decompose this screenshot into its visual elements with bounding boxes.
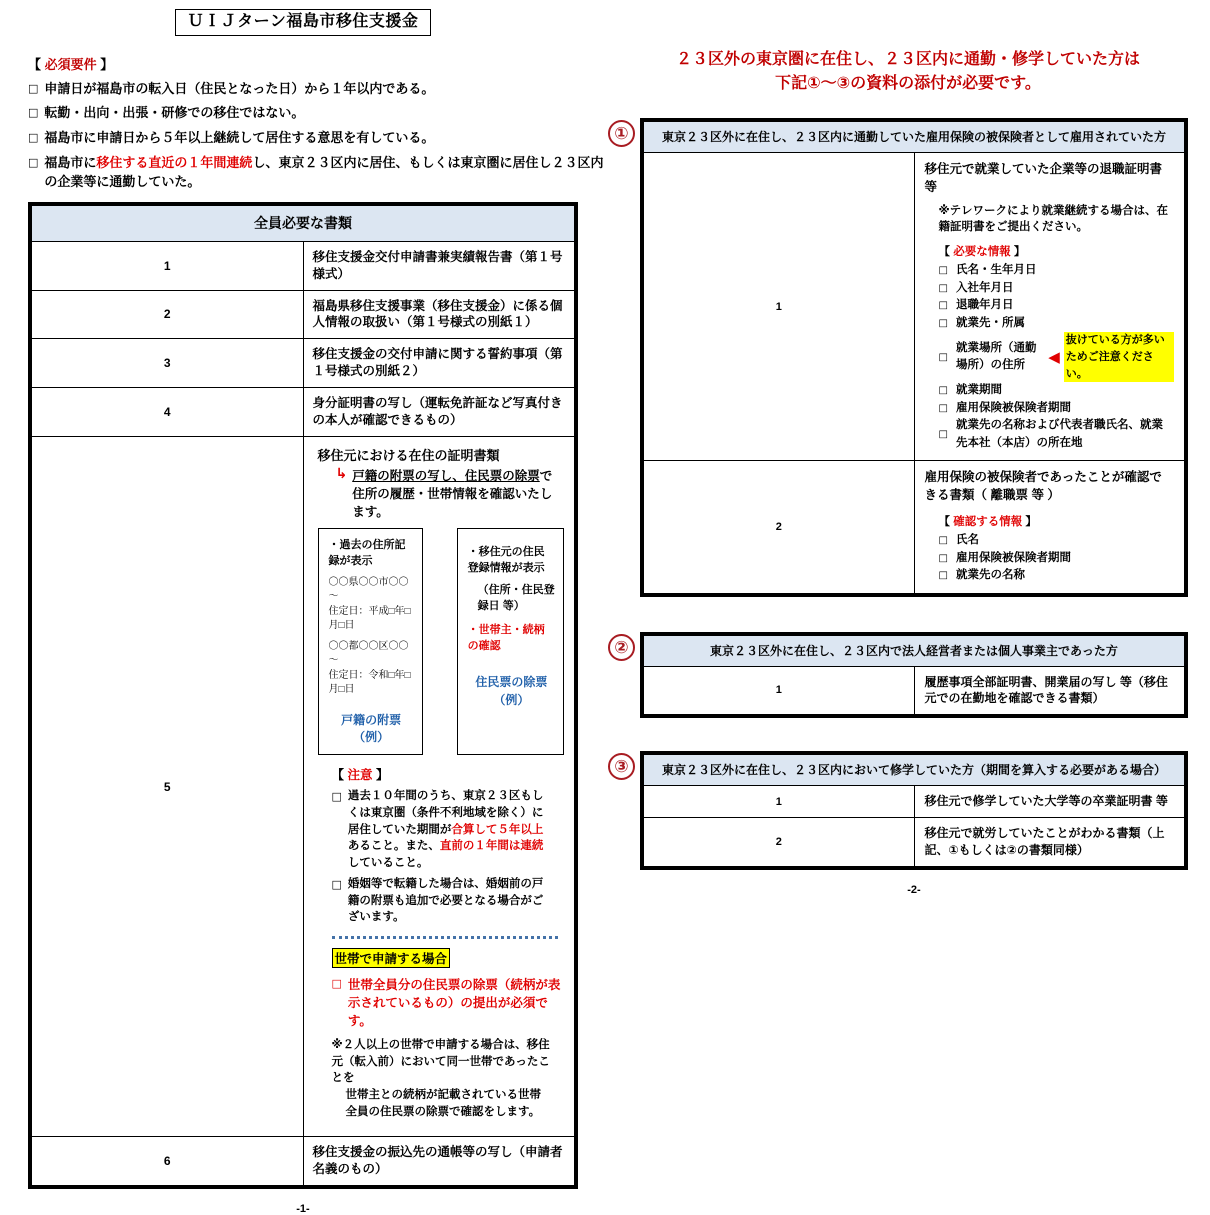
checkbox-icon[interactable]: □ bbox=[938, 570, 948, 582]
example-bullet: ・移住元の住民登録情報が表示 bbox=[467, 545, 545, 574]
arrow-left-icon: ◀ bbox=[1048, 348, 1060, 366]
checkbox-icon[interactable]: □ bbox=[938, 385, 948, 397]
checkbox-icon[interactable]: □ bbox=[28, 81, 39, 95]
household-note-line2: 世帯主との続柄が記載されている世帯全員の住民票の除票で確認をします。 bbox=[345, 1088, 541, 1118]
row-number: 2 bbox=[32, 290, 304, 339]
circled-number-1-icon: ① bbox=[608, 120, 635, 147]
row-text: 移住支援金の交付申請に関する誓約事項（第１号様式の別紙２） bbox=[303, 339, 575, 388]
row-text: 移住支援金の振込先の通帳等の写し（申請者名義のもの） bbox=[303, 1137, 575, 1186]
checkbox-icon[interactable]: □ bbox=[28, 106, 39, 120]
table-row bbox=[32, 388, 575, 437]
example-boxes bbox=[318, 528, 565, 756]
row5-subtitle-text bbox=[352, 466, 564, 520]
requirements-block bbox=[28, 54, 606, 192]
caution-p3: していること。 bbox=[347, 857, 429, 870]
bracket-close: 】 bbox=[1025, 516, 1037, 529]
checkbox-icon[interactable]: □ bbox=[938, 402, 948, 414]
checklist-item bbox=[939, 315, 1175, 332]
section-row bbox=[644, 666, 1185, 715]
checklist-item bbox=[939, 280, 1175, 297]
page-title: ＵＩＪターン福島市移住支援金 bbox=[175, 9, 432, 36]
section-2 bbox=[614, 632, 1188, 719]
checklist-label: 氏名・生年月日 bbox=[955, 264, 1037, 277]
example-red-line: ・世帯主・続柄の確認 bbox=[467, 623, 545, 652]
checklist-label: 就業期間 bbox=[955, 384, 1002, 397]
req-emphasis: 移住する直近の１年間連続 bbox=[96, 155, 253, 171]
section-1 bbox=[614, 118, 1188, 597]
requirements-heading bbox=[28, 54, 606, 73]
checklist-label: 就業場所（通勤場所）の住所 bbox=[955, 341, 1037, 372]
table-row-detailed bbox=[32, 436, 575, 1136]
section-header-row bbox=[644, 755, 1185, 786]
checklist-label: 雇用保険被保険者期間 bbox=[955, 551, 1071, 564]
bracket-open: 【 bbox=[938, 516, 950, 529]
section-row-content bbox=[914, 461, 1185, 594]
checklist-label: 就業先・所属 bbox=[955, 316, 1025, 329]
block-subheading bbox=[939, 514, 1175, 530]
table-row bbox=[32, 1137, 575, 1186]
checkbox-icon[interactable]: □ bbox=[938, 535, 948, 547]
checkbox-icon[interactable]: □ bbox=[938, 300, 948, 312]
checklist-label: 就業先の名称および代表者職氏名、就業先本社（本店）の所在地 bbox=[955, 419, 1163, 449]
requirement-text: 福島市に申請日から５年以上継続して居住する意思を有している。 bbox=[44, 130, 435, 146]
block-subheading-label: 必要な情報 bbox=[953, 246, 1011, 259]
right-title-line1: ２３区外の東京圏に在住し、２３区内に通勤・修学していた方は bbox=[675, 51, 1140, 68]
checkbox-icon[interactable]: □ bbox=[28, 131, 39, 145]
example-caption: 戸籍の附票（例） bbox=[341, 712, 402, 745]
row-text: 移住支援金交付申請書兼実績報告書（第１号様式） bbox=[303, 241, 575, 290]
row5-subtitle bbox=[336, 466, 565, 520]
checklist-item bbox=[939, 262, 1175, 279]
caution-r1: 合算して５年以上 bbox=[451, 823, 544, 836]
bracket-open: 【 bbox=[28, 56, 42, 72]
section-header-text: 東京２３区外に在住し、２３区内において修学していた方（期間を算入する必要がある場合） bbox=[644, 755, 1185, 786]
document-title-container bbox=[0, 0, 606, 36]
row5-content bbox=[303, 436, 575, 1136]
household-highlight-label: 世帯で申請する場合 bbox=[332, 948, 451, 968]
section-header-text: 東京２３区外に在住し、２３区内で法人経営者または個人事業主であった方 bbox=[644, 635, 1185, 666]
section-3 bbox=[614, 751, 1188, 869]
annotation-text: 抜けている方が多いためご注意ください。 bbox=[1064, 332, 1174, 382]
checklist bbox=[939, 262, 1175, 452]
caution-heading bbox=[332, 765, 565, 783]
caution-item bbox=[332, 788, 555, 871]
section-row bbox=[644, 461, 1185, 594]
checkbox-icon[interactable]: □ bbox=[938, 282, 948, 294]
arrow-down-right-icon: ↳ bbox=[335, 464, 348, 481]
required-documents-table bbox=[28, 202, 578, 1189]
circled-number-2-icon: ② bbox=[608, 634, 635, 661]
row-text: 福島県移住支援事業（移住支援金）に係る個人情報の取扱い（第１号様式の別紙１） bbox=[303, 290, 575, 339]
block-subheading bbox=[939, 244, 1175, 260]
section-row bbox=[644, 786, 1185, 818]
section-row-content bbox=[914, 153, 1185, 461]
right-column bbox=[606, 0, 1210, 896]
row5-sub-c: で住所の履歴・世帯情報を確認いたします。 bbox=[352, 468, 553, 519]
section-row-content: 移住元で就労していたことがわかる書類（上記、①もしくは②の書類同様） bbox=[914, 818, 1185, 867]
bracket-close: 】 bbox=[376, 768, 389, 783]
caution-text: 婚姻等で転籍した場合は、婚姻前の戸籍の附票も追加で必要となる場合がございます。 bbox=[347, 877, 544, 924]
checklist-item bbox=[939, 567, 1175, 584]
checklist-label: 氏名 bbox=[955, 534, 979, 547]
requirement-item bbox=[28, 104, 606, 123]
checkbox-icon[interactable]: □ bbox=[938, 552, 948, 564]
block-subheading-label: 確認する情報 bbox=[953, 516, 1023, 529]
page-number-right: -2- bbox=[907, 883, 921, 896]
block-title: 移住元で就業していた企業等の退職証明書 等 bbox=[924, 162, 1163, 194]
row-text: 身分証明書の写し（運転免許証など写真付きの本人が確認できるもの） bbox=[303, 388, 575, 437]
row-number: 3 bbox=[32, 339, 304, 388]
bracket-open: 【 bbox=[331, 768, 345, 783]
req-suffix: し、東京２３区内に居住、もしくは東京圏に居住し２３区内の企業等に通勤していた。 bbox=[44, 155, 604, 189]
section-row-number: 2 bbox=[644, 461, 915, 594]
row-number: 6 bbox=[32, 1137, 304, 1186]
requirement-text: 転勤・出向・出張・研修での移住ではない。 bbox=[44, 105, 305, 121]
row5-title: 移住元における在住の証明書類 bbox=[317, 447, 500, 463]
example-line: 〇〇都〇〇区〇〇～ bbox=[328, 640, 409, 667]
section-header-text: 東京２３区外に在住し、２３区内に通勤していた雇用保険の被保険者として雇用されていた方 bbox=[644, 122, 1185, 153]
caution-text bbox=[348, 788, 554, 871]
section-row bbox=[644, 818, 1185, 867]
dotted-divider bbox=[332, 936, 559, 939]
table-row bbox=[32, 339, 575, 388]
checkbox-icon[interactable]: □ bbox=[28, 156, 39, 170]
example-caption: 住民票の除票（例） bbox=[475, 675, 548, 707]
table-header-row bbox=[32, 205, 575, 241]
checklist bbox=[939, 532, 1175, 584]
requirement-item bbox=[28, 129, 606, 148]
household-required-item bbox=[332, 975, 565, 1029]
section-header-row bbox=[644, 635, 1185, 666]
example-bullet: ・過去の住所記録が表示 bbox=[328, 538, 406, 567]
checkbox-icon[interactable]: □ bbox=[331, 976, 342, 990]
checklist-label: 退職年月日 bbox=[955, 299, 1014, 312]
caution-r2: 直前の１年間は連続 bbox=[439, 840, 544, 853]
section-row-number: 1 bbox=[644, 666, 915, 715]
row-number: 4 bbox=[32, 388, 304, 437]
bracket-open: 【 bbox=[938, 246, 950, 259]
caution-heading-label: 注意 bbox=[347, 768, 373, 783]
checklist-item bbox=[939, 417, 1175, 452]
checklist-item bbox=[939, 400, 1175, 417]
example-line: 住定日：令和□年□月□日 bbox=[328, 669, 411, 696]
checklist-label: 入社年月日 bbox=[955, 281, 1014, 294]
table-header-cell: 全員必要な書類 bbox=[32, 205, 575, 241]
circled-number-3-icon: ③ bbox=[608, 753, 635, 780]
section-row-number: 1 bbox=[644, 786, 915, 818]
section-header-row bbox=[644, 122, 1185, 153]
household-note bbox=[332, 1037, 553, 1120]
caution-item bbox=[332, 876, 555, 926]
requirement-item bbox=[28, 154, 606, 192]
requirement-item bbox=[28, 80, 606, 99]
requirements-heading-label: 必須要件 bbox=[44, 56, 97, 72]
table-row bbox=[32, 290, 575, 339]
checklist-item bbox=[939, 532, 1175, 549]
checkbox-icon[interactable]: □ bbox=[938, 317, 948, 329]
checklist-item bbox=[939, 297, 1175, 314]
checkbox-icon[interactable]: □ bbox=[938, 429, 948, 441]
row-number: 1 bbox=[32, 241, 304, 290]
example-box-koseki bbox=[318, 528, 423, 756]
req-prefix: 福島市に bbox=[44, 155, 97, 171]
checklist-label: 就業先の名称 bbox=[955, 569, 1025, 582]
section-row-content: 移住元で修学していた大学等の卒業証明書 等 bbox=[914, 786, 1185, 818]
block-note: ※テレワークにより就業継続する場合は、在籍証明書をご提出ください。 bbox=[938, 205, 1168, 234]
right-title bbox=[606, 48, 1210, 96]
block-title: 雇用保険の被保険者であったことが確認できる書類（ 離職票 等 ） bbox=[924, 470, 1162, 502]
example-bullet-sub: （住所・住民登録日 等） bbox=[477, 583, 555, 612]
checkbox-icon[interactable]: □ bbox=[331, 790, 342, 804]
section-row bbox=[644, 153, 1185, 461]
checklist-label: 雇用保険被保険者期間 bbox=[955, 401, 1071, 414]
checkbox-icon[interactable]: □ bbox=[331, 877, 342, 891]
annotation-callout bbox=[1048, 332, 1174, 382]
caution-p1: 過去１０年間のうち、東京２３区もしくは東京圏（条件不利地域を除く）に居住していた期間が bbox=[347, 790, 544, 836]
bracket-close: 】 bbox=[100, 56, 114, 72]
row-number: 5 bbox=[32, 436, 304, 1136]
section-row-number: 2 bbox=[644, 818, 915, 867]
example-line: 住定日：平成□年□月□日 bbox=[328, 605, 411, 632]
checklist-item bbox=[939, 550, 1175, 567]
checklist-item bbox=[939, 382, 1175, 399]
household-required-text: 世帯全員分の住民票の除票（続柄が表示されているもの）の提出が必須です。 bbox=[347, 977, 561, 1028]
page-number-left: -1- bbox=[296, 1202, 310, 1215]
table-row bbox=[32, 241, 575, 290]
checklist-item-annotated bbox=[939, 332, 1175, 382]
right-title-line2: 下記①～③の資料の添付が必要です。 bbox=[775, 75, 1041, 92]
row5-sub-b: 住民票の除票 bbox=[464, 468, 540, 483]
checkbox-icon[interactable]: □ bbox=[938, 351, 948, 363]
checkbox-icon[interactable]: □ bbox=[938, 265, 948, 277]
example-box-juminhyo bbox=[457, 528, 564, 756]
example-line: 〇〇県〇〇市〇〇～ bbox=[328, 576, 409, 603]
household-note-line1: ※２人以上の世帯で申請する場合は、移住元（転入前）において同一世帯であったことを bbox=[331, 1038, 550, 1085]
requirement-text: 申請日が福島市の転入日（住民となった日）から１年以内である。 bbox=[44, 80, 435, 96]
requirement-text bbox=[44, 154, 606, 192]
section-row-number: 1 bbox=[644, 153, 915, 461]
row5-sub-a: 戸籍の附票の写し、 bbox=[352, 468, 465, 483]
bracket-close: 】 bbox=[1013, 246, 1026, 259]
caution-p2: あること。また、 bbox=[347, 840, 440, 853]
section-row-content: 履歴事項全部証明書、開業届の写し 等（移住元での在勤地を確認できる書類） bbox=[914, 666, 1185, 715]
